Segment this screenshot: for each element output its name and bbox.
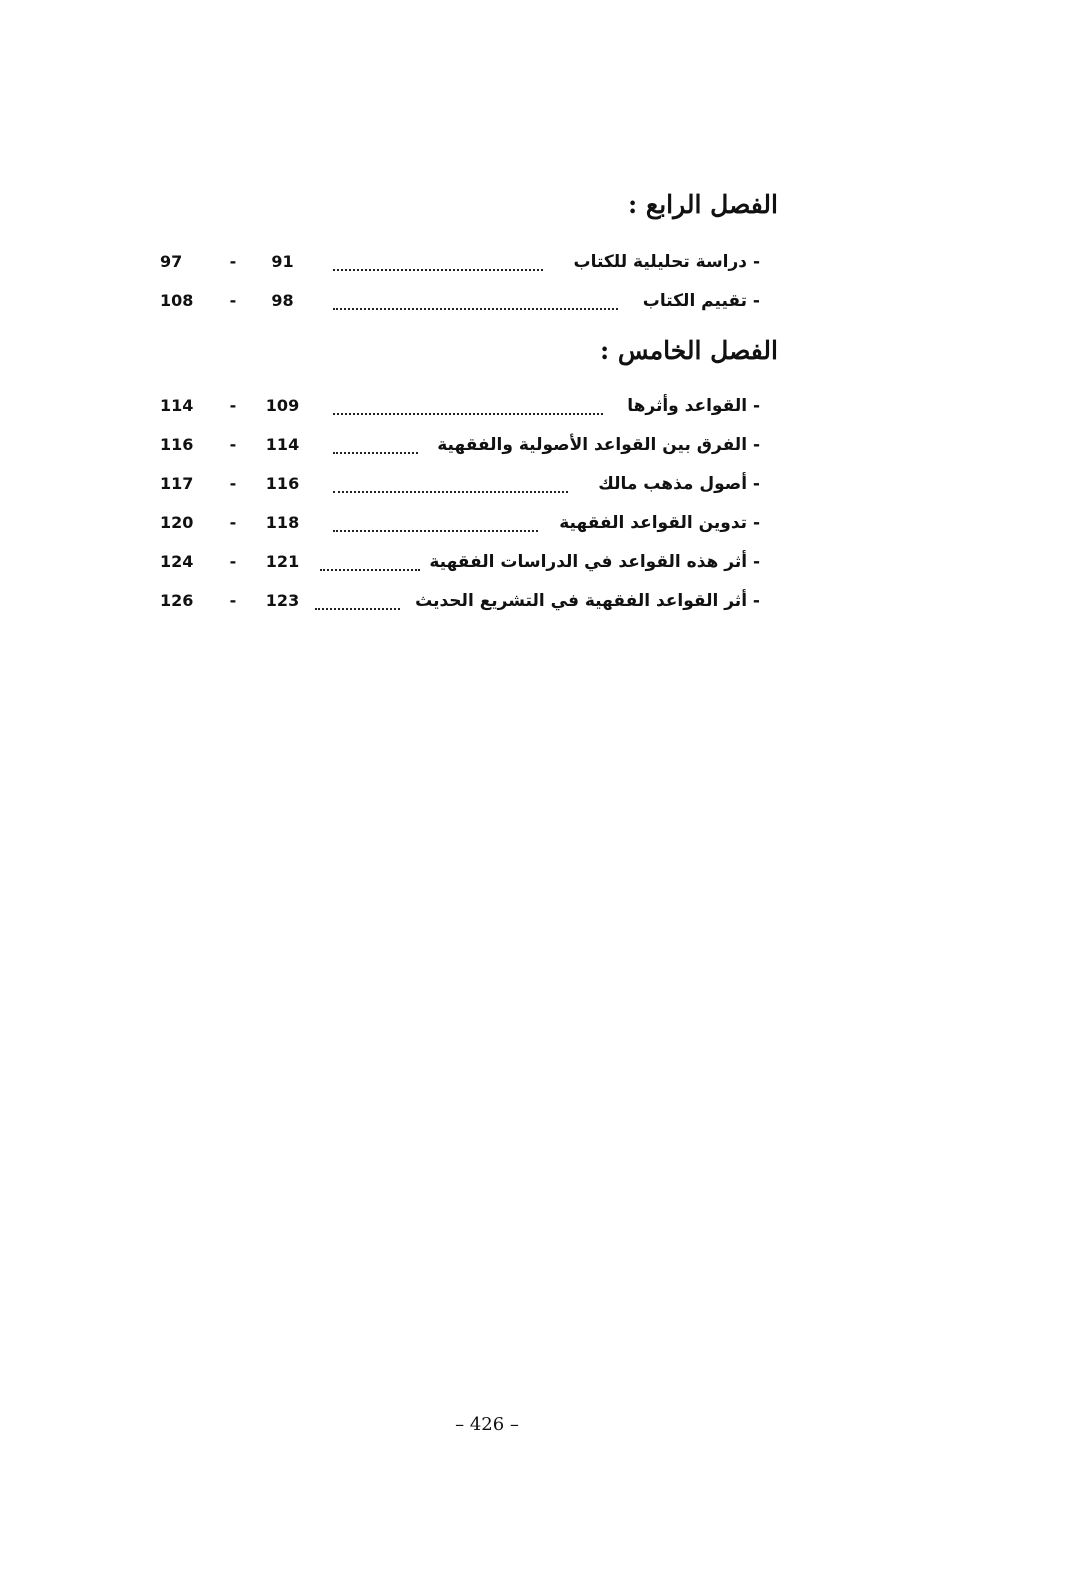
leader-dots	[315, 594, 400, 610]
toc-page-end: 117	[160, 474, 194, 493]
toc-entry	[150, 547, 760, 577]
toc-entry-title: - أصول مذهب مالك	[594, 469, 760, 499]
toc-page-start: 116	[265, 474, 300, 493]
leader-dots	[333, 399, 603, 415]
toc-page-dash: -	[229, 474, 237, 493]
toc-entry-title: - الفرق بين القواعد الأصولية والفقهية	[433, 430, 760, 460]
leader-dots	[333, 255, 543, 271]
toc-entry-title: - القواعد وأثرها	[623, 391, 760, 421]
toc-page-start: 109	[265, 396, 300, 415]
chapter-heading: الفصل الخامس :	[599, 336, 778, 365]
toc-entry-title: - دراسة تحليلية للكتاب	[570, 247, 761, 277]
toc-page-end: 120	[160, 513, 194, 532]
toc-page-end: 116	[160, 435, 194, 454]
toc-page-dash: -	[229, 291, 237, 310]
toc-entry	[150, 469, 760, 499]
toc-page-end: 108	[160, 291, 194, 310]
toc-page-end: 114	[160, 396, 194, 415]
leader-dots	[333, 477, 568, 493]
toc-entry-title: - تقييم الكتاب	[639, 286, 760, 316]
toc-page-start: 114	[265, 435, 300, 454]
toc-entry	[150, 247, 760, 277]
toc-page-dash: -	[229, 591, 237, 610]
toc-entry-title: - أثر هذه القواعد في الدراسات الفقهية	[425, 547, 760, 577]
toc-entry-title: - أثر القواعد الفقهية في التشريع الحديث	[411, 586, 760, 616]
toc-page-dash: -	[229, 252, 237, 271]
leader-dots	[333, 516, 538, 532]
toc-page-dash: -	[229, 513, 237, 532]
toc-entry	[150, 286, 760, 316]
toc-page-start: 91	[271, 252, 294, 271]
toc-entry	[150, 391, 760, 421]
toc-entry-title: - تدوين القواعد الفقهية	[555, 508, 760, 538]
toc-page-dash: -	[229, 435, 237, 454]
toc-entry	[150, 430, 760, 460]
leader-dots	[333, 438, 418, 454]
toc-page-dash: -	[229, 552, 237, 571]
toc-page-end: 126	[160, 591, 194, 610]
page-number: – 426 –	[455, 1414, 519, 1435]
toc-page-dash: -	[229, 396, 237, 415]
chapter-heading: الفصل الرابع :	[627, 190, 778, 219]
leader-dots	[333, 294, 618, 310]
toc-page-start: 121	[265, 552, 300, 571]
leader-dots	[320, 555, 420, 571]
toc-entry	[150, 508, 760, 538]
toc-page-start: 118	[265, 513, 300, 532]
toc-entry	[150, 586, 760, 616]
toc-page-end: 97	[160, 252, 183, 271]
toc-page-start: 123	[265, 591, 300, 610]
toc-page-start: 98	[271, 291, 294, 310]
toc-page-end: 124	[160, 552, 194, 571]
